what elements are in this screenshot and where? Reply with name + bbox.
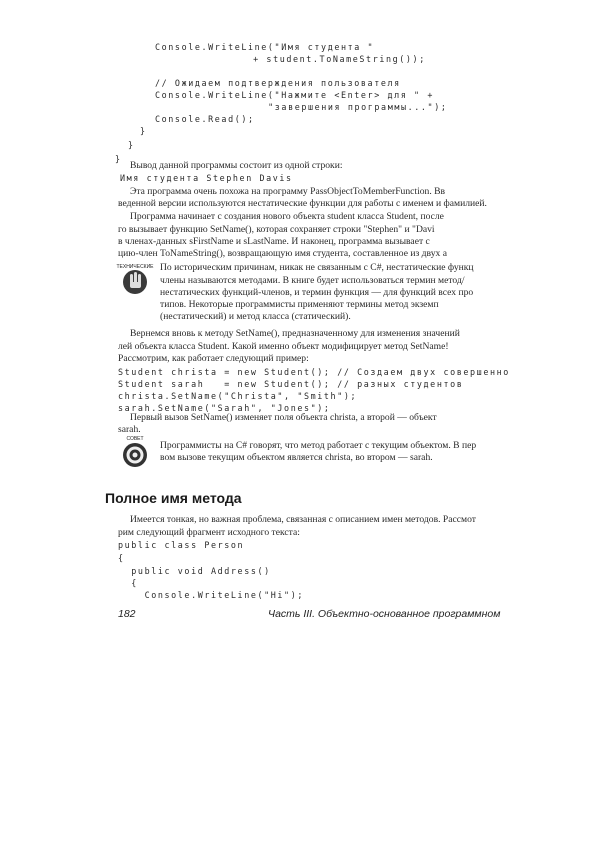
code-line: Console.WriteLine("Имя студента " [155,42,375,52]
code-brace: } [140,126,147,136]
text-line: нестатических функций-членов, и термин функция — для функций всех про [160,287,474,298]
text-line: sarah. [118,424,141,435]
code-line: "завершения программы..."); [215,102,448,112]
code-line: { [118,578,138,588]
running-title: Часть III. Объектно-основанное программном [268,608,501,620]
code-line: sarah.SetName("Sarah", "Jones"); [118,403,331,413]
text-line: Программа начинает с создания нового объекта student класса Student, после [130,211,444,222]
code-line: public class Person [118,540,245,550]
text-line: вом вызове текущим объектом является christa, во втором — sarah. [160,452,433,463]
text-line: Вернемся вновь к методу SetName(), предназначенному для изменения значений [130,328,460,339]
code-line: Console.WriteLine("Hi"); [118,590,304,600]
code-brace: } [128,140,135,150]
text-line: рим следующий фрагмент исходного текста: [118,527,300,538]
code-line: Console.Read(); [155,114,255,124]
text-line: цию-член ToNameString(), возвращающую имя студента, составленное из двух а [118,248,448,259]
text-line: в членах-данных sFirstName и sLastName. И наконец, программа вызывает с [118,236,430,247]
text-line: члены называются методами. В книге будет использоваться термин метод/ [160,275,465,286]
code-brace: } [115,154,122,164]
text-line: Эта программа очень похожа на программу PassObjectToMemberFunction. Вв [130,186,446,197]
text-line: лей объекта класса Student. Какой именно объект модифицирует метод SetName! [118,341,449,352]
text-line: типов. Некоторые программисты применяют термины метод экземп [160,299,439,310]
text-line: Программисты на C# говорят, что метод работает с текущим объектом. В пер [160,440,477,451]
text-line: По историческим причинам, никак не связанным с C#, нестатические функц [160,262,474,273]
text-line: Имеется тонкая, но важная проблема, связанная с описанием имен методов. Рассмот [130,514,476,525]
code-line: christa.SetName("Christa", "Smith"); [118,391,358,401]
text-line: веденной версии используются нестатические функции для работы с именем и фамилией. [118,198,487,209]
code-line: { [118,553,125,563]
paragraph-output-intro: Вывод данной программы состоит из одной строки: [130,160,343,171]
technical-stuff-icon [116,262,154,296]
code-line: + student.ToNameString()); [200,54,426,64]
program-output: Имя студента Stephen Davis [120,173,293,183]
text-line: (нестатический) и метод класса (статический). [160,311,351,322]
page-number: 182 [118,608,136,620]
code-line: Student christa = new Student(); // Создаем двух совершенно [118,367,510,377]
text-line: Рассмотрим, как работает следующий пример: [118,353,309,364]
code-line: public void Address() [118,566,271,576]
code-comment: // Ожидаем подтверждения пользователя [155,78,401,88]
section-heading: Полное имя метода [105,490,242,506]
code-line: Console.WriteLine("Нажмите <Enter> для " + [155,90,434,100]
technical-stuff-icon-label: ТЕХНИЧЕСКИЕ [116,264,154,270]
tip-icon-label: СОВЕТ [126,436,144,442]
text-line: го вызывает функцию SetName(), которая сохраняет строки "Stephen" и "Davi [118,224,435,235]
tip-target-icon [120,434,150,468]
code-line: Student sarah = new Student(); // разных студентов [118,379,464,389]
text-line: Первый вызов SetName() изменяет поля объекта christa, а второй — объект [130,412,437,423]
